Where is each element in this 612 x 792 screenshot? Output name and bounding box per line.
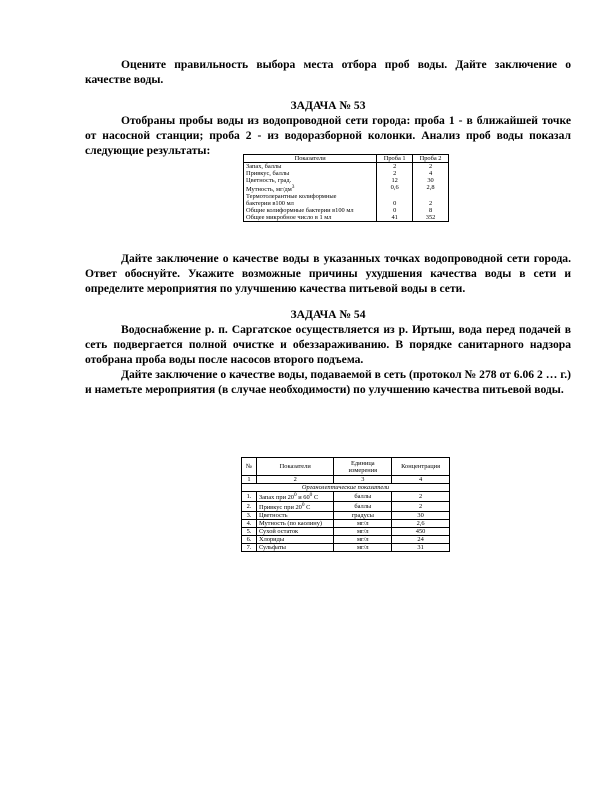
indicator-cell (256, 502, 334, 512)
unit-value: градусы (334, 512, 392, 520)
indicator-name: Общие колиформные бактерии в100 мл (246, 207, 354, 215)
indicator-cell (256, 536, 334, 544)
task53-title: ЗАДАЧА № 53 (290, 99, 366, 112)
unit-value: баллы (334, 492, 392, 502)
indicator-name: Мутность (по каолину) (258, 520, 323, 528)
indicator-cell (244, 170, 377, 177)
column-number-row (242, 476, 450, 484)
sample2-value: 2 (413, 200, 449, 207)
degree-sup: 0 (293, 492, 297, 498)
task53-header: Проба 2 (413, 155, 449, 163)
table-row (244, 163, 449, 171)
concentration-value: 2 (392, 492, 450, 502)
indicator-name-end: С (304, 504, 311, 512)
table-row (242, 536, 450, 544)
row-number: 3. (242, 512, 257, 520)
indicator-name: Термотолерантные колиформные (246, 193, 337, 201)
indicator-cell (244, 163, 377, 171)
indicator-cell (256, 492, 334, 502)
indicator-name: Цветность (258, 512, 288, 520)
concentration-value: 2 (392, 502, 450, 512)
task54-text: Водоснабжение р. п. Саргатское осуществляется из р. Иртыш, вода перед подачей в сеть подвергается полной очистке и обеззараживанию. В порядке санитарного надзора отобрана проба воды после насосов второго подъема. (85, 323, 571, 366)
sample1-value: 0 (377, 207, 413, 214)
sample2-value: 30 (413, 177, 449, 184)
task54-header: Концентрация (392, 458, 450, 476)
indicator-name: Мутность, мг/дм (246, 186, 292, 194)
sample1-value: 0 (377, 200, 413, 207)
unit-value: мг/л (334, 536, 392, 544)
sample2-value: 4 (413, 170, 449, 177)
indicator-cell (256, 544, 334, 552)
indicator-name: бактерии в100 мл (246, 200, 294, 208)
indicator-name-part: и 60 (296, 494, 310, 502)
concentration-value: 2,6 (392, 520, 450, 528)
task53-question: Дайте заключение о качестве воды в указанных точках водопроводной сети города. Ответ обоснуйте. Укажите возможные причины ухудшения качества воды в сети и определите мероприятия по улучшению качества питьевой воды в сети. (85, 252, 571, 295)
indicator-cell (244, 200, 377, 207)
row-number: 6. (242, 536, 257, 544)
sample1-value: 2 (377, 170, 413, 177)
table-row (244, 184, 449, 193)
task53-text: Отобраны пробы воды из водопроводной сети города: проба 1 - в ближайшей точке от насосной станции; проба 2 - из водоразборной колонки. Анализ проб воды показал следующие результаты: (85, 114, 571, 157)
row-number: 7. (242, 544, 257, 552)
indicator-name: Сульфаты (258, 544, 286, 552)
sample1-value: 2 (377, 163, 413, 171)
unit-value: баллы (334, 502, 392, 512)
concentration-value: 450 (392, 528, 450, 536)
table-row (244, 214, 449, 222)
indicator-cell (256, 528, 334, 536)
column-number: 2 (256, 476, 334, 484)
sample2-value: 2,8 (413, 184, 449, 193)
section-title: Органолептические показатели (242, 484, 450, 492)
section-row (242, 484, 450, 492)
sample2-value: 352 (413, 214, 449, 222)
table-row (244, 200, 449, 207)
indicator-cell (244, 207, 377, 214)
indicator-name: Запах при 20 (258, 494, 294, 502)
task54-header: № (242, 458, 257, 476)
task54-question: Дайте заключение о качестве воды, подаваемой в сеть (протокол № 278 от 6.06 2 … г.) и наметьте мероприятия (в случае необходимости) по улучшению качества питьевой воды. (85, 368, 571, 396)
table-row (242, 520, 450, 528)
table-row (242, 492, 450, 502)
row-number: 4. (242, 520, 257, 528)
indicator-name-end: С (312, 494, 319, 502)
indicator-cell (256, 520, 334, 528)
indicator-cell (244, 193, 377, 200)
indicator-name: Привкус при 20 (258, 504, 302, 512)
table-row (244, 207, 449, 214)
indicator-name: Общее микробное число в 1 мл (246, 214, 332, 222)
indicator-name: Привкус, баллы (246, 170, 290, 177)
table-row (244, 193, 449, 200)
indicator-name: Цветность, град. (246, 177, 292, 184)
table-row (242, 502, 450, 512)
concentration-value: 31 (392, 544, 450, 552)
table-row (242, 512, 450, 520)
row-number: 2. (242, 502, 257, 512)
unit-value: мг/л (334, 544, 392, 552)
indicator-name: Сухой остаток (258, 528, 299, 536)
column-number: 4 (392, 476, 450, 484)
indicator-cell (244, 184, 377, 193)
indicator-name: Хлориды (258, 536, 285, 544)
indicator-name: Запах, баллы (246, 163, 282, 170)
concentration-value: 30 (392, 512, 450, 520)
table-row (242, 544, 450, 552)
table-row (244, 177, 449, 184)
degree-sup: 0 (301, 502, 305, 509)
column-number: 3 (334, 476, 392, 484)
unit-value: мг/л (334, 520, 392, 528)
task54-header: Единица измерения (334, 458, 392, 476)
table-row (244, 170, 449, 177)
task54-title: ЗАДАЧА № 54 (290, 308, 366, 321)
sample2-value: 2 (413, 163, 449, 171)
sample1-value (377, 193, 413, 200)
sample2-value: 8 (413, 207, 449, 214)
task54-table (241, 457, 450, 552)
sample1-value: 12 (377, 177, 413, 184)
table-row (242, 528, 450, 536)
task54-header: Показатели (256, 458, 334, 476)
sample1-value: 41 (377, 214, 413, 222)
degree-sup: 0 (309, 492, 313, 498)
row-number: 1. (242, 492, 257, 502)
unit-value: мг/л (334, 528, 392, 536)
sample2-value (413, 193, 449, 200)
column-number: 1 (242, 476, 257, 484)
intro-paragraph: Оцените правильность выбора места отбора проб воды. Дайте заключение о качестве воды. (85, 58, 571, 86)
indicator-cell (256, 512, 334, 520)
task53-header: Показатели (244, 155, 377, 163)
indicator-cell (244, 177, 377, 184)
sample1-value: 0,6 (377, 184, 413, 193)
concentration-value: 24 (392, 536, 450, 544)
row-number: 5. (242, 528, 257, 536)
indicator-unit-sup: 3 (291, 184, 295, 190)
task53-header: Проба 1 (377, 155, 413, 163)
task53-table (243, 154, 449, 222)
indicator-cell (244, 214, 377, 222)
